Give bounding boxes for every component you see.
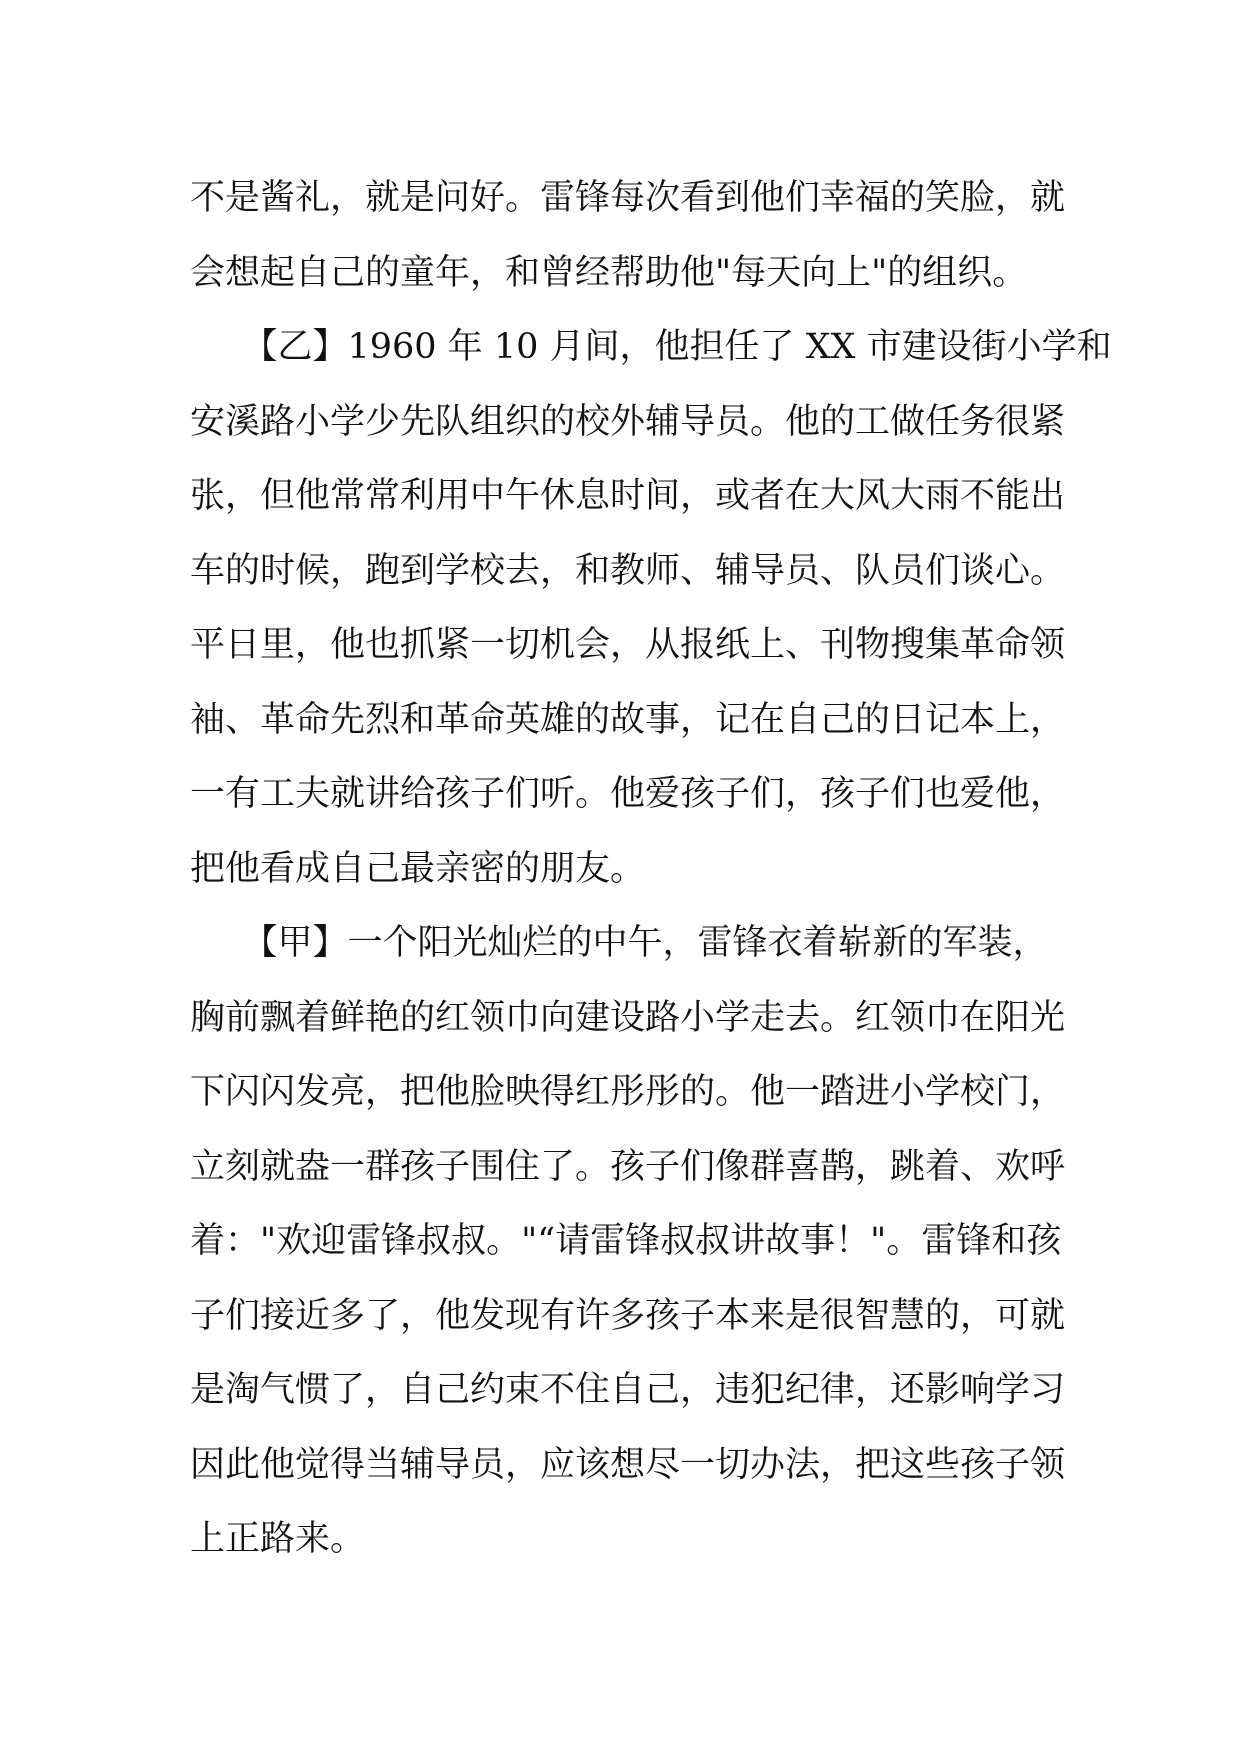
text-line: 平日里，他也抓紧一切机会，从报纸上、刊物搜集革命领 [190,625,1066,665]
text-line: 因此他觉得当辅导员，应该想尽一切办法，把这些孩子领 [190,1444,1066,1485]
text-line: 一有工夫就讲给孩子们听。他爱孩子们，孩子们也爱他， [190,774,1066,814]
text-line: 安溪路小学少先队组织的校外辅导员。他的工做任务很紧 [190,401,1066,442]
text-line: 下闪闪发亮，把他脸映得红彤彤的。他一踏进小学校门， [190,1072,1066,1112]
text-line: 着："欢迎雷锋叔叔。"“请雷锋叔叔讲故事！"。雷锋和孩 [190,1221,1062,1261]
text-line: 胸前飘着鲜艳的红领巾向建设路小学走去。红领巾在阳光 [190,997,1066,1038]
text-line: 袖、革命先烈和革命英雄的故事，记在自己的日记本上， [190,699,1066,740]
paragraph-3 [190,906,1066,1577]
text-line: 是淘气惯了，自己约束不住自己，违犯纪律，还影响学习 [190,1370,1066,1410]
text-line: 不是酱礼，就是问好。雷锋每次看到他们幸福的笑脸，就 [190,178,1066,218]
text-line: 子们接近多了，他发现有许多孩子本来是很智慧的，可就 [190,1295,1066,1336]
text-line: 【甲】一个阳光灿烂的中午，雷锋衣着崭新的军装， [190,923,1048,963]
paragraph-2 [190,310,1112,906]
paragraph-1 [190,161,1066,310]
text-line: 把他看成自己最亲密的朋友。 [190,848,646,889]
text-line: 上正路来。 [190,1519,366,1559]
text-line: 张，但他常常利用中午休息时间，或者在大风大雨不能出 [190,476,1066,516]
text-line: 【乙】1960 年 10 月间，他担任了 XX 市建设街小学和 [190,327,1112,367]
text-line: 立刻就盎一群孩子围住了。孩子们像群喜鹊，跳着、欢呼 [190,1146,1066,1187]
text-line: 车的时候，跑到学校去，和教师、辅导员、队员们谈心。 [190,550,1066,591]
text-line: 会想起自己的童年，和曾经帮助他"每天向上"的组织。 [190,252,1028,293]
body-text [190,161,1112,1577]
